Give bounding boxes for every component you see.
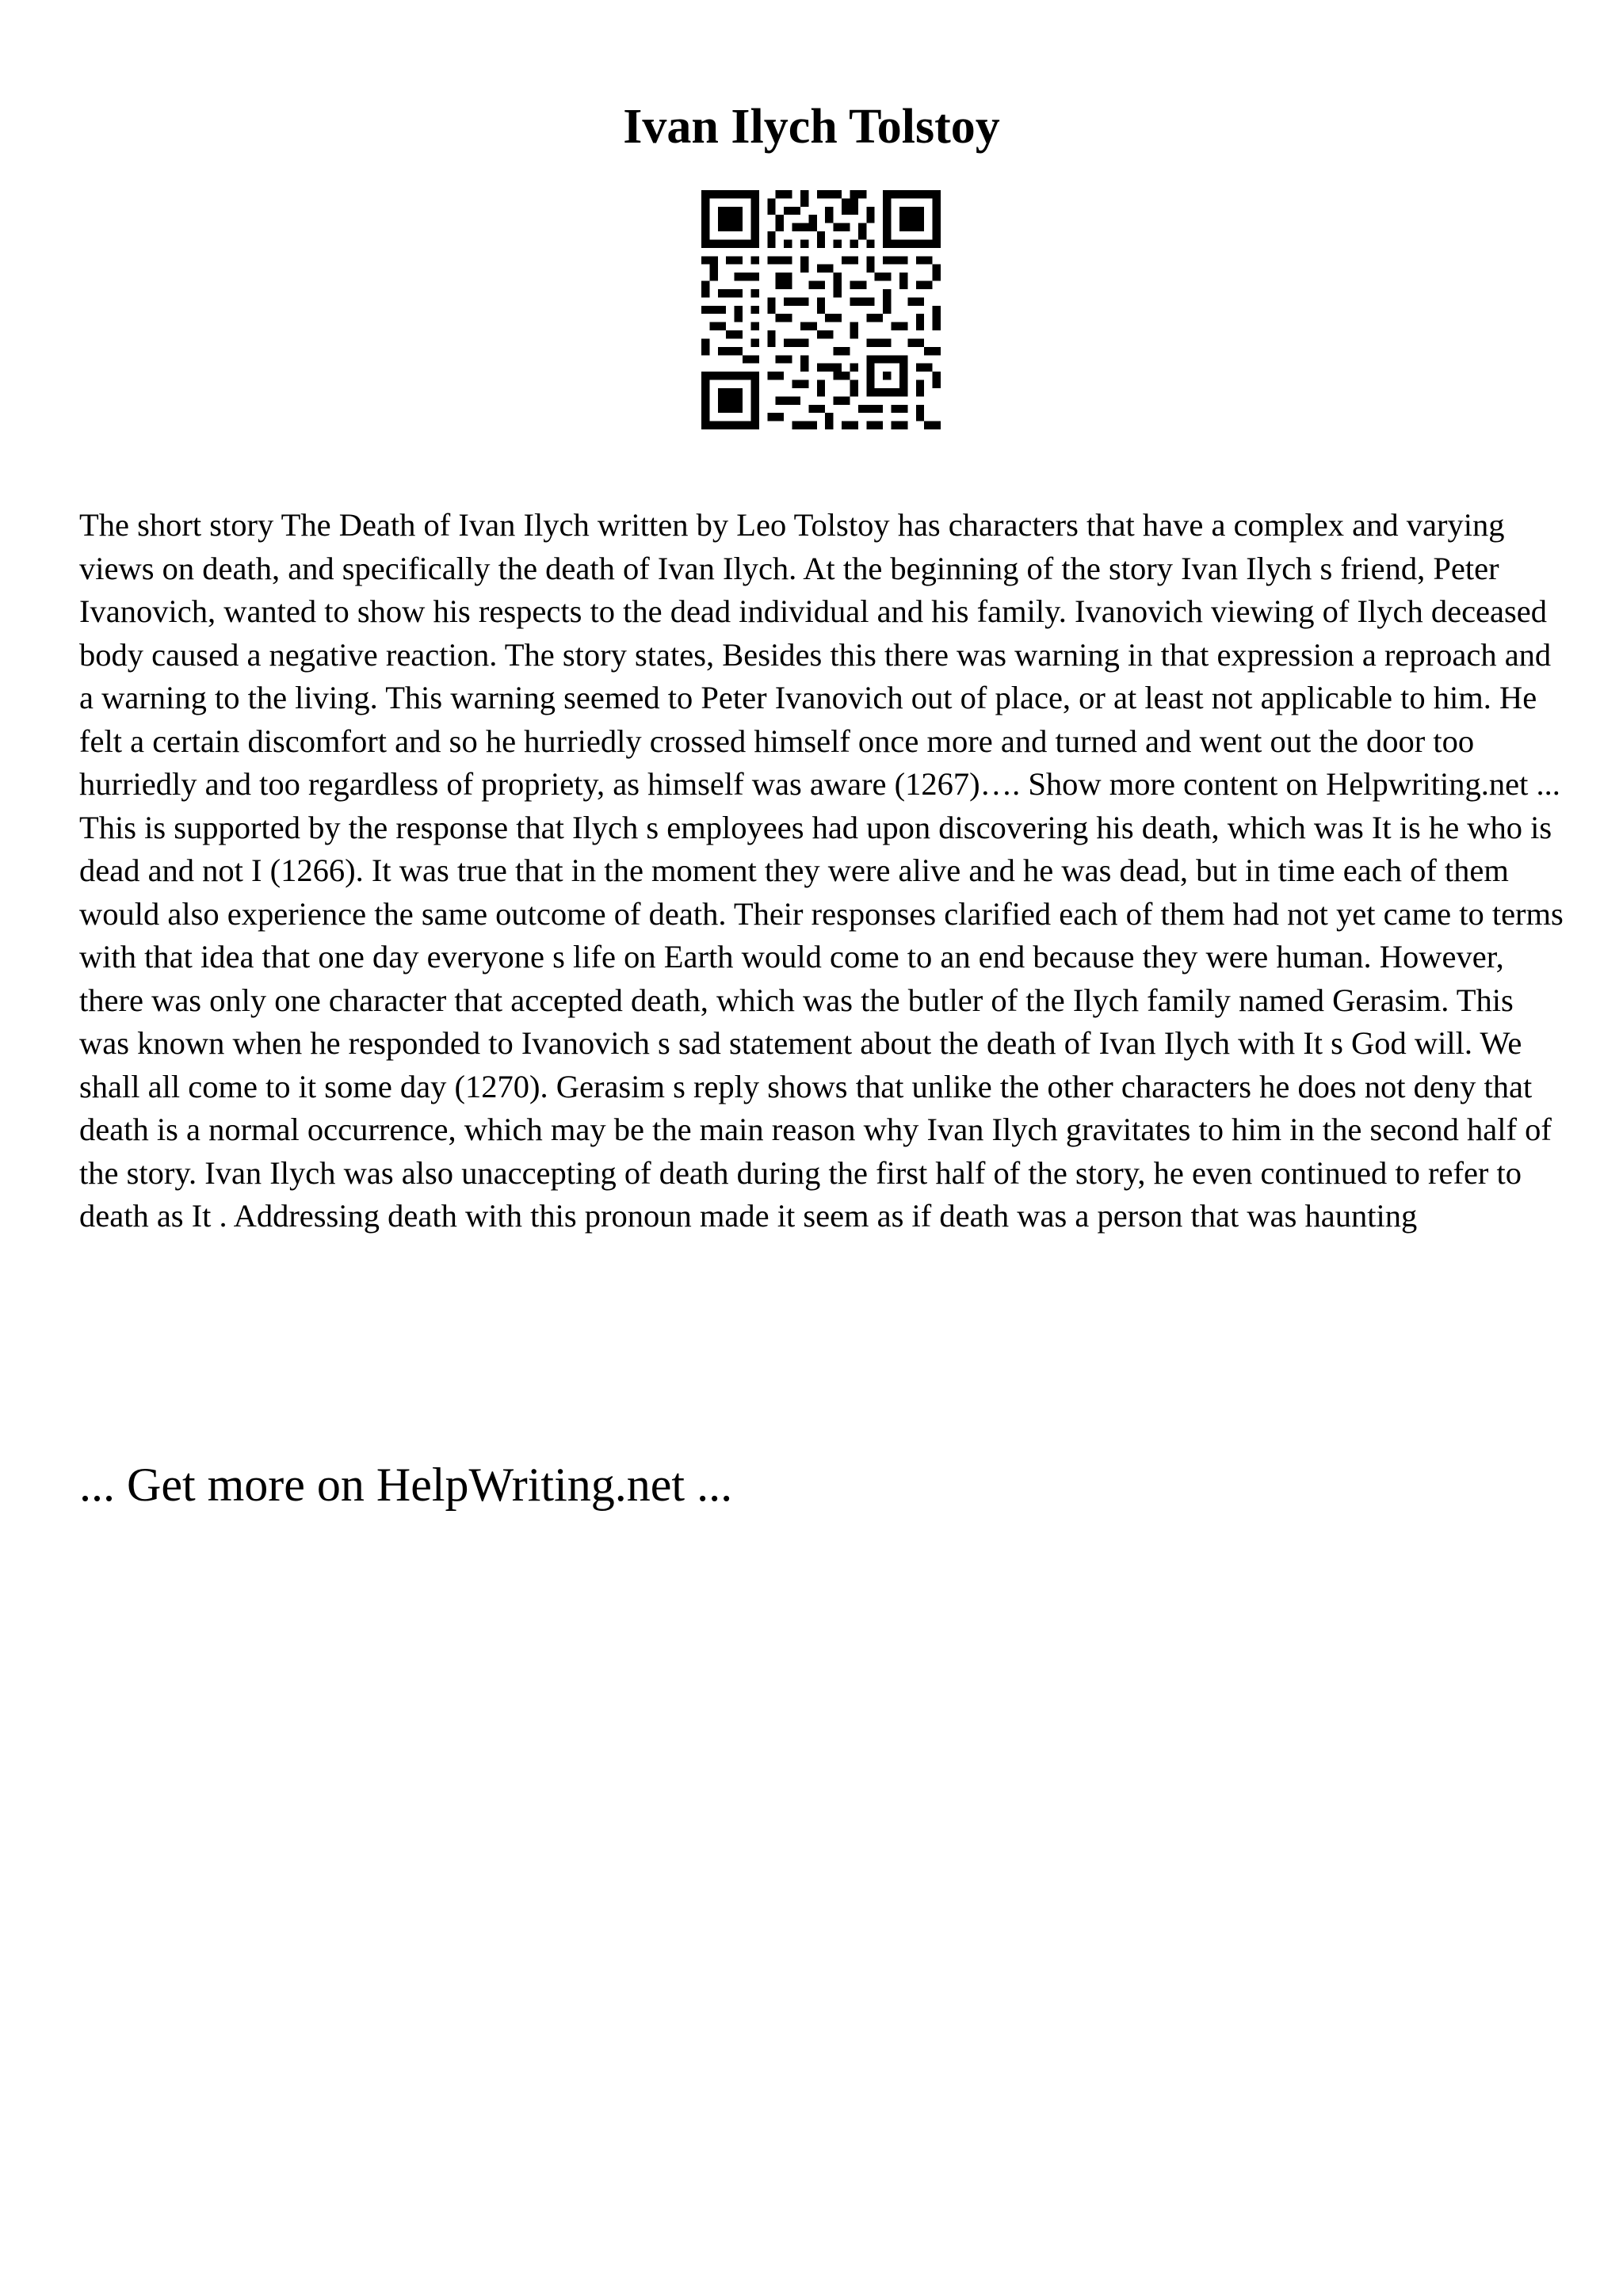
paragraph-1: The short story The Death of Ivan Ilych written by Leo Tolstoy has characters that have a complex and varying views on death, and specifically the death of Ivan Ilych. At the beginning of the story Ivan Ilych s friend, Peter Ivanovich, wanted to show his respects to the dead individual and his family. Ivanovich viewing of Ilych deceased body caused a negative reaction. The story states, Besides this there was warning in that expression a reproach and a warning to the living. This warning seemed to Peter Ivanovich out of place, or at least not applicable to him. He felt a certain discomfort and so he hurriedly crossed himself once more and turned and went out the door too hurriedly and too regardless of propriety, as himself was aware (1267)…. Show more content on Helpwriting.net ... [79,507,1560,802]
get-more-link[interactable]: ... Get more on HelpWriting.net ... [79,1459,733,1511]
page-title: Ivan Ilych Tolstoy [623,100,1000,154]
qr-code-icon [701,190,941,429]
document-body [79,504,1569,1238]
paragraph-2: This is supported by the response that Ilych s employees had upon discovering his death, which was It is he who is dead and not I (1266). It was true that in the moment they were alive and he was dead, but in time each of them would also experience the same outcome of death. Their responses clarified each of them had not yet came to terms with that idea that one day everyone s life on Earth would come to an end because they were human. However, there was only one character that accepted death, which was the butler of the Ilych family named Gerasim. This was known when he responded to Ivanovich s sad statement about the death of Ivan Ilych with It s God will. We shall all come to it some day (1270). Gerasim s reply shows that unlike the other characters he does not deny that death is a normal occurrence, which may be the main reason why Ivan Ilych gravitates to him in the second half of the story. Ivan Ilych was also unaccepting of death during the first half of the story, he even continued to refer to death as It . Addressing death with this pronoun made it seem as if death was a person that was haunting [79,809,1564,1234]
